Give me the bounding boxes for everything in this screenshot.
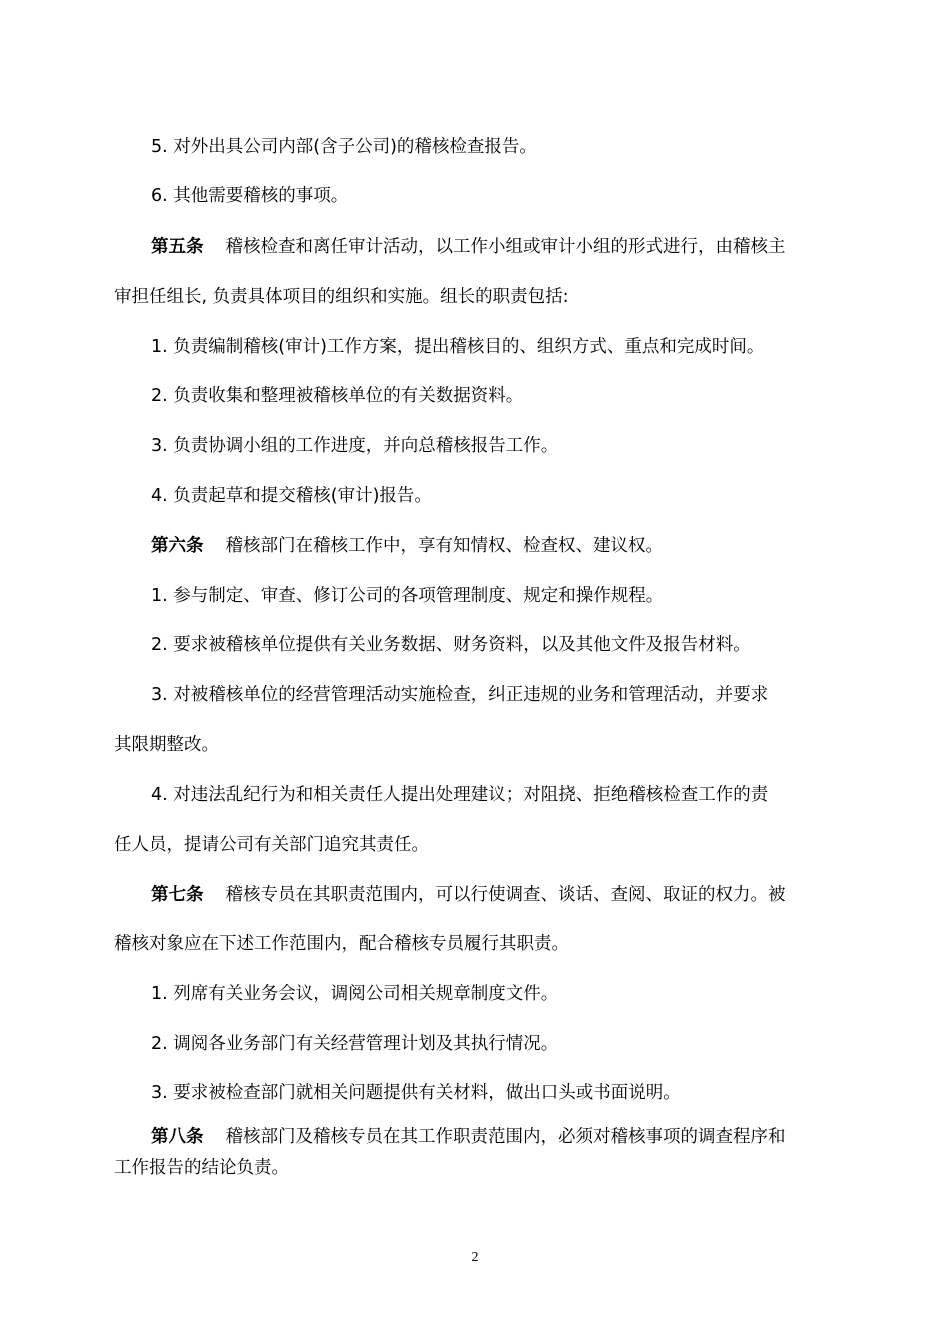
list-item: 3. 对被稽核单位的经营管理活动实施检查，纠正违规的业务和管理活动，并要求	[151, 685, 769, 705]
article-paragraph: 第五条 稽核检查和离任审计活动，以工作小组或审计小组的形式进行，由稽核主	[151, 237, 786, 257]
paragraph-line: 稽核对象应在下述工作范围内，配合稽核专员履行其职责。	[114, 934, 569, 954]
list-item: 4. 负责起草和提交稽核(审计)报告。	[151, 486, 432, 506]
list-item: 1. 参与制定、审查、修订公司的各项管理制度、规定和操作规程。	[151, 586, 664, 606]
list-item: 1. 负责编制稽核(审计)工作方案，提出稽核目的、组织方式、重点和完成时间。	[151, 337, 765, 357]
paragraph-line: 工作报告的结论负责。	[114, 1158, 289, 1178]
article-paragraph: 第六条 稽核部门在稽核工作中，享有知情权、检查权、建议权。	[151, 536, 663, 556]
list-item: 6. 其他需要稽核的事项。	[151, 186, 349, 206]
article-heading: 第八条	[151, 1127, 204, 1147]
list-item: 5. 对外出具公司内部(含子公司)的稽核检查报告。	[151, 137, 537, 157]
paragraph-line: 任人员，提请公司有关部门追究其责任。	[114, 835, 429, 855]
list-item: 3. 要求被检查部门就相关问题提供有关材料，做出口头或书面说明。	[151, 1083, 681, 1103]
list-item: 2. 要求被稽核单位提供有关业务数据、财务资料，以及其他文件及报告材料。	[151, 635, 751, 655]
article-heading: 第五条	[151, 237, 204, 257]
article-paragraph: 第七条 稽核专员在其职责范围内，可以行使调查、谈话、查阅、取证的权力。被	[151, 885, 786, 905]
article-heading: 第六条	[151, 536, 204, 556]
article-heading: 第七条	[151, 885, 204, 905]
list-item: 2. 负责收集和整理被稽核单位的有关数据资料。	[151, 386, 524, 406]
list-item: 2. 调阅各业务部门有关经营管理计划及其执行情况。	[151, 1034, 559, 1054]
article-paragraph: 第八条 稽核部门及稽核专员在其工作职责范围内，必须对稽核事项的调查程序和	[151, 1127, 786, 1147]
list-item: 3. 负责协调小组的工作进度，并向总稽核报告工作。	[151, 436, 559, 456]
page-number: 2	[471, 1250, 479, 1265]
paragraph-line: 审担任组长, 负责具体项目的组织和实施。组长的职责包括:	[114, 287, 569, 307]
list-item: 4. 对违法乱纪行为和相关责任人提出处理建议；对阻挠、拒绝稽核检查工作的责	[151, 785, 769, 805]
paragraph-line: 其限期整改。	[114, 735, 219, 755]
list-item: 1. 列席有关业务会议，调阅公司相关规章制度文件。	[151, 984, 559, 1004]
